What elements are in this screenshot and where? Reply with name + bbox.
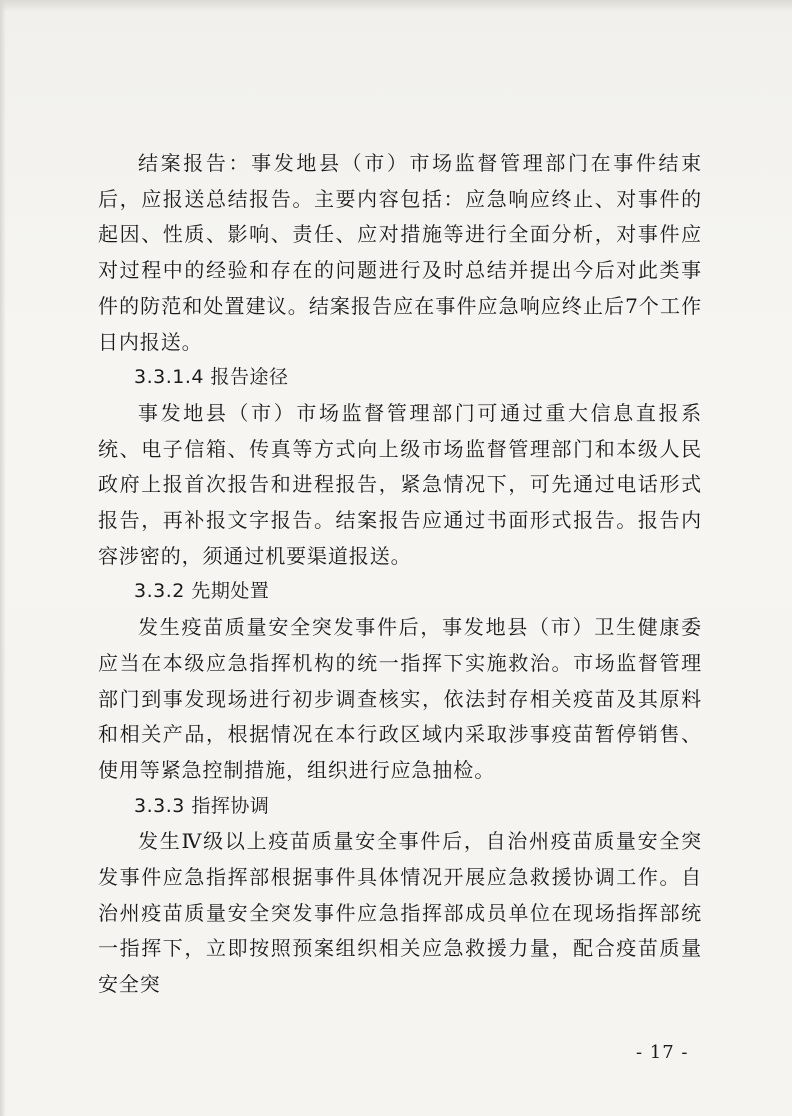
section-heading-report-channels: 3.3.1.4 报告途径 [134, 366, 289, 389]
scan-shadow-left [0, 0, 6, 1116]
page-number: - 17 - [636, 1042, 689, 1063]
section-heading-command-coordination: 3.3.3 指挥协调 [134, 794, 270, 817]
paragraph-command-coordination: 发生Ⅳ级以上疫苗质量安全事件后，自治州疫苗质量安全突发事件应急指挥部根据事件具体情况开展应急救援协调工作。自治州疫苗质量安全突发事件应急指挥部成员单位在现场指挥部统一指挥下，立即按照预案组织相关应急救援力量，配合疫苗质量安全突 [98, 829, 702, 997]
section-heading-initial-response: 3.3.2 先期处置 [134, 580, 270, 603]
paragraph-initial-response: 发生疫苗质量安全突发事件后，事发地县（市）卫生健康委应当在本级应急指挥机构的统一指挥下实施救治。市场监督管理部门到事发现场进行初步调查核实，依法封存相关疫苗及其原料和相关产品，根据情况在本行政区域内采取涉事疫苗暂停销售、使用等紧急控制措施，组织进行应急抽检。 [98, 615, 702, 782]
paragraph-closing-report: 结案报告：事发地县（市）市场监督管理部门在事件结束后，应报送总结报告。主要内容包括：应急响应终止、对事件的起因、性质、影响、责任、应对措施等进行全面分析，对事件应对过程中的经验和存在的问题进行及时总结并提出今后对此类事件的防范和处置建议。结案报告应在事件应急响应终止后7个工作日内报送。 [98, 151, 702, 354]
scan-shadow-top [0, 0, 792, 12]
document-body [98, 146, 702, 1003]
paragraph-report-channels: 事发地县（市）市场监督管理部门可通过重大信息直报系统、电子信箱、传真等方式向上级市场监督管理部门和本级人民政府上报首次报告和进程报告，紧急情况下，可先通过电话形式报告，再补报文字报告。结案报告应通过书面形式报告。报告内容涉密的，须通过机要渠道报送。 [98, 400, 702, 568]
